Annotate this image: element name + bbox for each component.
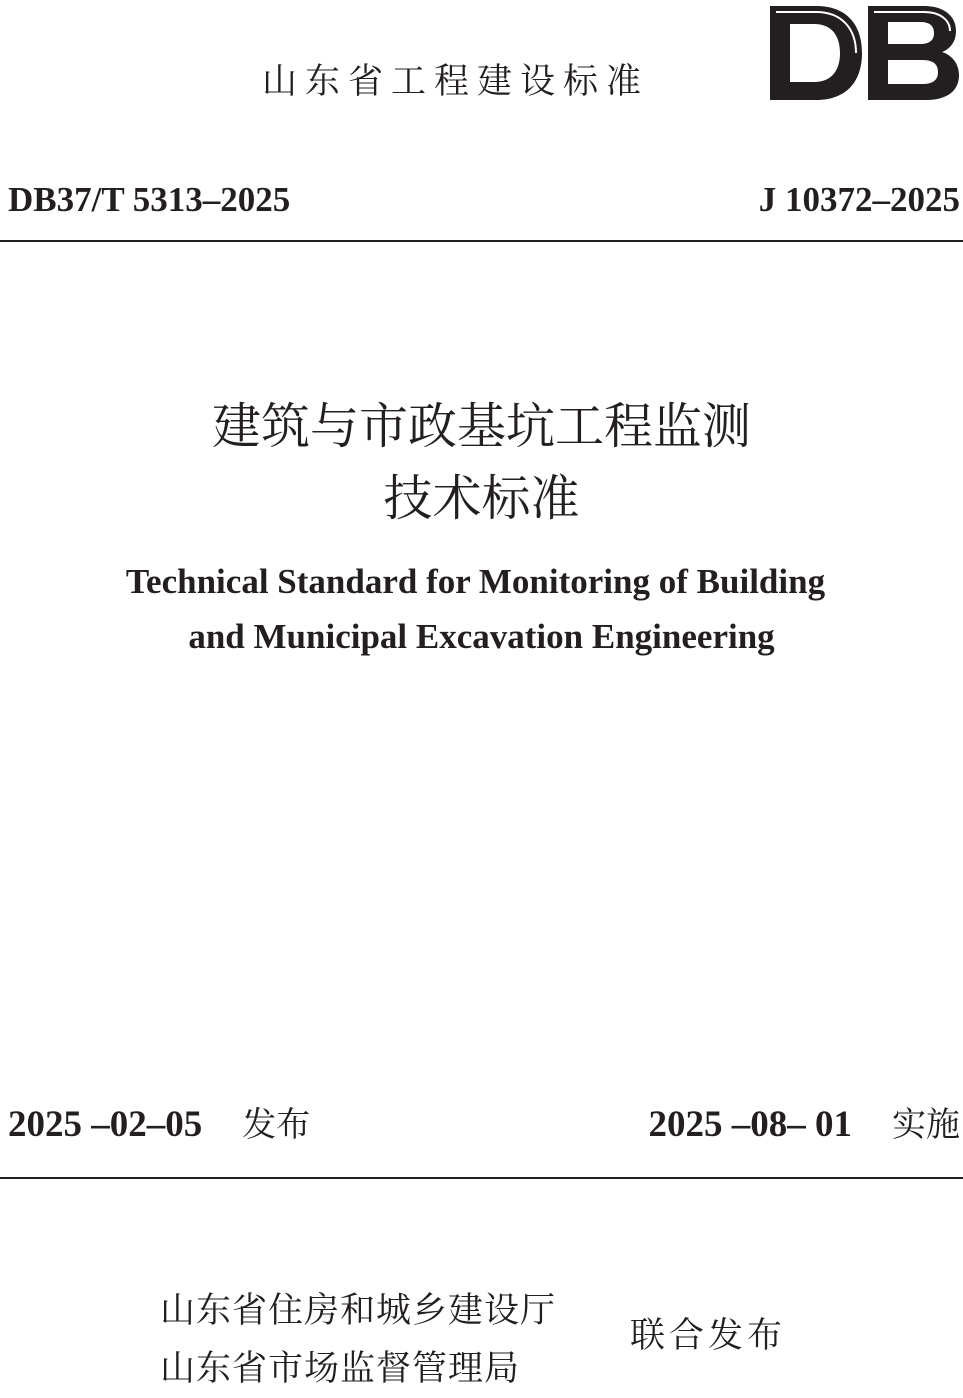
- joint-issue-label: 联合发布: [630, 1316, 787, 1356]
- effective-label: 实施: [892, 1105, 960, 1145]
- effective-date-block: [649, 1097, 961, 1159]
- standard-codes: [8, 175, 960, 225]
- db-logo: [766, 4, 960, 102]
- chinese-title-line-1: 建筑与市政基坑工程监测: [211, 398, 751, 455]
- issue-date: 2025 –02–05: [8, 1104, 203, 1145]
- english-title-line-1: Technical Standard for Monitoring of Building: [125, 562, 826, 601]
- issuer-line-2: 山东省市场监督管理局: [160, 1349, 521, 1389]
- standard-series-title: 山东省工程建设标准: [262, 62, 650, 102]
- effective-date: 2025 –08– 01: [648, 1104, 852, 1145]
- english-title-line-2: and Municipal Excavation Engineering: [188, 617, 775, 656]
- standard-number: DB37/T 5313–2025: [8, 180, 291, 219]
- issue-label: 发布: [242, 1105, 311, 1145]
- issue-date-block: [8, 1097, 310, 1159]
- date-row: [8, 1097, 960, 1153]
- record-number: J 10372–2025: [758, 180, 960, 219]
- issuing-authorities: [160, 1282, 556, 1398]
- top-divider: [0, 240, 963, 242]
- issuer-line-1: 山东省住房和城乡建设厅: [160, 1291, 557, 1331]
- bottom-divider: [0, 1177, 963, 1179]
- chinese-title-line-2: 技术标准: [383, 470, 580, 527]
